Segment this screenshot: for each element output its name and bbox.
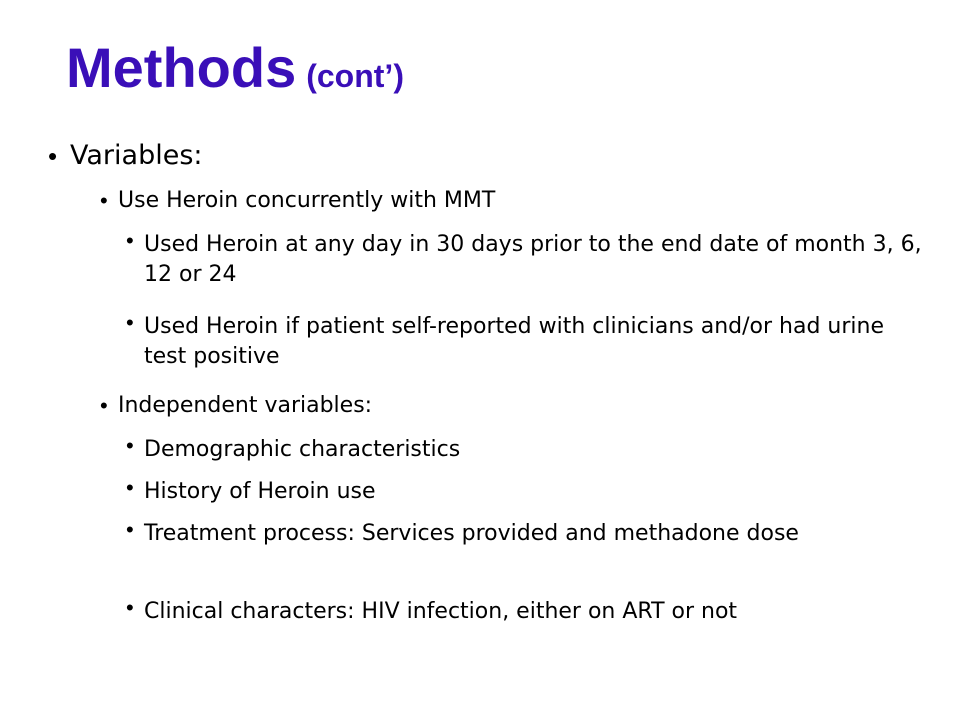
bullet-dot-icon: • <box>100 393 108 418</box>
bullet-text: Demographic characteristics <box>144 437 461 462</box>
bullet-text: Variables: <box>70 140 203 171</box>
bullet-text: Used Heroin if patient self-reported with clinicians and/or had urine test positive <box>144 314 885 369</box>
bullet-independent-variables <box>100 395 920 417</box>
bullet-treatment <box>126 519 926 549</box>
title-main: Methods <box>66 36 297 99</box>
bullet-dot-icon: • <box>126 228 134 253</box>
bullet-demographic <box>126 435 926 465</box>
bullet-text: Used Heroin at any day in 30 days prior to the end date of month 3, 6, 12 or 24 <box>144 232 922 287</box>
bullet-30-days <box>126 230 926 290</box>
bullet-dot-icon: • <box>126 517 134 542</box>
bullet-dot-icon: • <box>126 433 134 458</box>
bullet-text: Treatment process: Services provided and methadone dose <box>144 521 799 546</box>
bullet-clinical <box>126 597 926 627</box>
bullet-text: Clinical characters: HIV infection, either on ART or not <box>144 599 738 624</box>
bullet-text: History of Heroin use <box>144 479 376 504</box>
bullet-heroin-concurrent <box>100 190 920 212</box>
title-suffix: (cont’) <box>306 58 404 94</box>
bullet-dot-icon: • <box>126 310 134 335</box>
bullet-text: Independent variables: <box>118 393 373 418</box>
bullet-text: Use Heroin concurrently with MMT <box>118 188 496 213</box>
bullet-dot-icon: • <box>48 141 58 171</box>
bullet-history <box>126 477 926 507</box>
bullet-self-reported <box>126 312 926 372</box>
slide-title <box>66 36 404 99</box>
bullet-dot-icon: • <box>100 188 108 213</box>
bullet-dot-icon: • <box>126 595 134 620</box>
bullet-variables <box>48 142 202 169</box>
bullet-dot-icon: • <box>126 475 134 500</box>
